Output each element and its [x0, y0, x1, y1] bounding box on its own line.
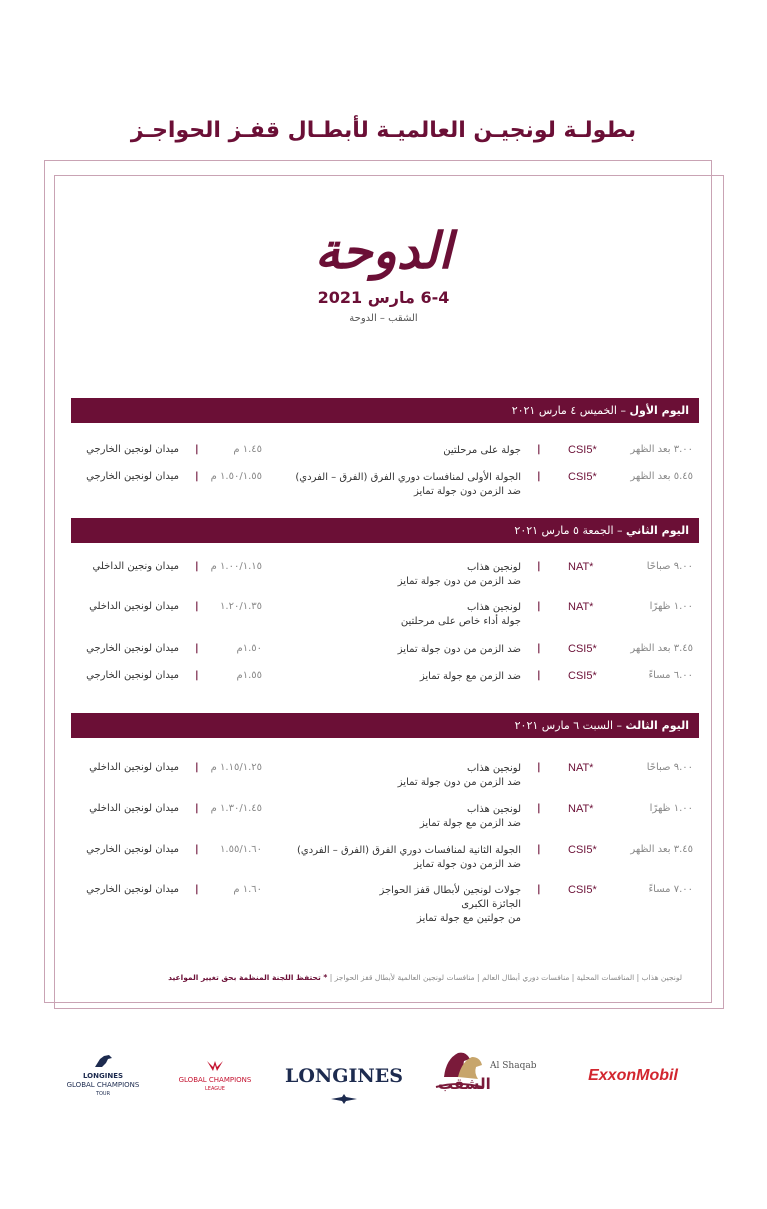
row-duration: ١.٣٠/١.٤٥ م [210, 803, 262, 814]
separator: | [195, 844, 199, 855]
longines-logo: LONGINES [285, 1065, 403, 1109]
row-time: ٣.٤٥ بعد الظهر [630, 643, 693, 654]
day-date: – الخميس ٤ مارس ٢٠٢١ [511, 404, 626, 417]
row-time: ٩.٠٠ صباحًا [646, 561, 693, 572]
row-event: لونجين هذاب ضد الزمن مع جولة تمايز [419, 804, 521, 829]
separator: | [537, 670, 541, 681]
row-time: ٣.٠٠ بعد الظهر [630, 444, 693, 455]
page-title: بطولـة لونجيـن العالميـة لأبطـال قفـز الحواجـز [130, 118, 637, 143]
row-event: ضد الزمن من دون جولة تمايز [397, 644, 521, 655]
gcl-mark-icon [205, 1059, 225, 1073]
day-header-3 [71, 713, 699, 738]
row-time: ٩.٠٠ صباحًا [646, 762, 693, 773]
separator: | [195, 471, 199, 482]
row-event: لونجين هذاب جولة أداء خاص على مرحلتين [400, 602, 521, 627]
row-duration: ١.٥٠/١.٥٥ م [210, 471, 262, 482]
row-event: الجولة الثانية لمنافسات دوري الفرق (الفرق – الفردي) ضد الزمن دون جولة تمايز [297, 845, 521, 870]
separator: | [537, 643, 541, 654]
row-class: NAT* [568, 601, 594, 613]
row-class: CSI5* [568, 884, 597, 896]
row-event: جولات لونجين لأبطال قفز الحواجز الجائزة الكبرى من جولتين مع جولة تمايز [379, 885, 521, 924]
separator: | [537, 471, 541, 482]
row-time: ١.٠٠ ظهرًا [649, 803, 693, 814]
row-event: ضد الزمن مع جولة تمايز [419, 671, 521, 682]
row-event: لونجين هذاب ضد الزمن من دون جولة تمايز [397, 562, 521, 587]
separator: | [537, 601, 541, 612]
schedule-row [71, 670, 699, 710]
row-duration: ١.٦٠ م [233, 884, 262, 895]
row-duration: ١.١٥/١.٢٥ م [210, 762, 262, 773]
al-shaqab-logo: الشقب Al Shaqab [432, 1047, 542, 1097]
separator: | [537, 803, 541, 814]
separator: | [195, 601, 199, 612]
event-dates: 6-4 مارس 2021 [317, 288, 450, 307]
row-arena: ميدان لونجين الخارجي [86, 844, 179, 855]
day-name: اليوم الثاني [626, 524, 689, 537]
day-name: اليوم الثالث [625, 719, 689, 732]
row-time: ٣.٤٥ بعد الظهر [630, 844, 693, 855]
day-header-1 [71, 398, 699, 423]
row-duration: ١.٥٥م [236, 670, 262, 681]
city-title: الدوحة [314, 222, 453, 280]
row-duration: ١.٥٠م [236, 643, 262, 654]
row-event: جولة على مرحلتين [443, 445, 521, 456]
row-arena: ميدان لونجين الخارجي [86, 884, 179, 895]
sponsor-logos [0, 1045, 767, 1105]
day-name: اليوم الأول [629, 404, 689, 417]
row-event: الجولة الأولى لمنافسات دوري الفرق (الفرق – الفردي) ضد الزمن دون جولة تمايز [295, 472, 521, 497]
row-arena: ميدان لونجين الداخلي [89, 803, 179, 814]
schedule-row [71, 884, 699, 934]
row-time: ٥.٤٥ بعد الظهر [630, 471, 693, 482]
row-duration: ١.٢٠/١.٣٥ [220, 601, 262, 612]
row-time: ٧.٠٠ مساءً [648, 884, 693, 895]
separator: | [195, 561, 199, 572]
row-arena: ميدان لونجين الخارجي [86, 471, 179, 482]
row-arena: ميدان لونجين الداخلي [89, 762, 179, 773]
row-class: NAT* [568, 561, 594, 573]
day-date: – الجمعة ٥ مارس ٢٠٢١ [514, 524, 623, 537]
event-venue: الشقب – الدوحة [349, 313, 418, 324]
schedule-row [71, 803, 699, 843]
footnote-categories: لونجين هذاب | المنافسات المحلية | منافسات دوري أبطال العالم | منافسات لونجين العالمية لأبطال قفز الحواجز | [329, 973, 682, 982]
row-class: NAT* [568, 762, 594, 774]
schedule-row [71, 762, 699, 802]
schedule-row [71, 471, 699, 511]
row-class: CSI5* [568, 670, 597, 682]
row-class: NAT* [568, 803, 594, 815]
row-time: ٦.٠٠ مساءً [648, 670, 693, 681]
row-class: CSI5* [568, 643, 597, 655]
footnote [68, 973, 682, 982]
separator: | [537, 561, 541, 572]
row-arena: ميدان لونجين الخارجي [86, 670, 179, 681]
schedule-row [71, 601, 699, 641]
row-arena: ميدان لونجين الخارجي [86, 643, 179, 654]
separator: | [537, 844, 541, 855]
winged-hourglass-icon [329, 1094, 359, 1104]
row-time: ١.٠٠ ظهرًا [649, 601, 693, 612]
row-arena: ميدان لونجين الداخلي [89, 601, 179, 612]
separator: | [195, 643, 199, 654]
row-arena: ميدان ونجين الداخلي [92, 561, 179, 572]
row-event: لونجين هذاب ضد الزمن من دون جولة تمايز [397, 763, 521, 788]
separator: | [195, 762, 199, 773]
footnote-notice: * تحتفظ اللجنة المنظمة بحق تغيير المواعيد [168, 973, 328, 982]
separator: | [537, 444, 541, 455]
exxonmobil-logo: ExxonMobil [588, 1067, 678, 1084]
global-champions-tour-logo: LONGINES GLOBAL CHAMPIONS TOUR [62, 1053, 144, 1099]
row-duration: ١.٤٥ م [233, 444, 262, 455]
separator: | [195, 803, 199, 814]
row-class: CSI5* [568, 844, 597, 856]
separator: | [195, 444, 199, 455]
row-class: CSI5* [568, 444, 597, 456]
row-arena: ميدان لونجين الخارجي [86, 444, 179, 455]
row-duration: ١.٠٠/١.١٥ م [210, 561, 262, 572]
schedule-row [71, 561, 699, 601]
schedule-row [71, 844, 699, 884]
horse-icon [92, 1053, 114, 1069]
separator: | [195, 884, 199, 895]
separator: | [537, 884, 541, 895]
day-date: – السبت ٦ مارس ٢٠٢١ [514, 719, 623, 732]
day-header-2 [71, 518, 699, 543]
row-class: CSI5* [568, 471, 597, 483]
separator: | [195, 670, 199, 681]
row-duration: ١.٥٥/١.٦٠ [220, 844, 262, 855]
separator: | [537, 762, 541, 773]
global-champions-league-logo: GLOBAL CHAMPIONS LEAGUE [172, 1059, 258, 1094]
